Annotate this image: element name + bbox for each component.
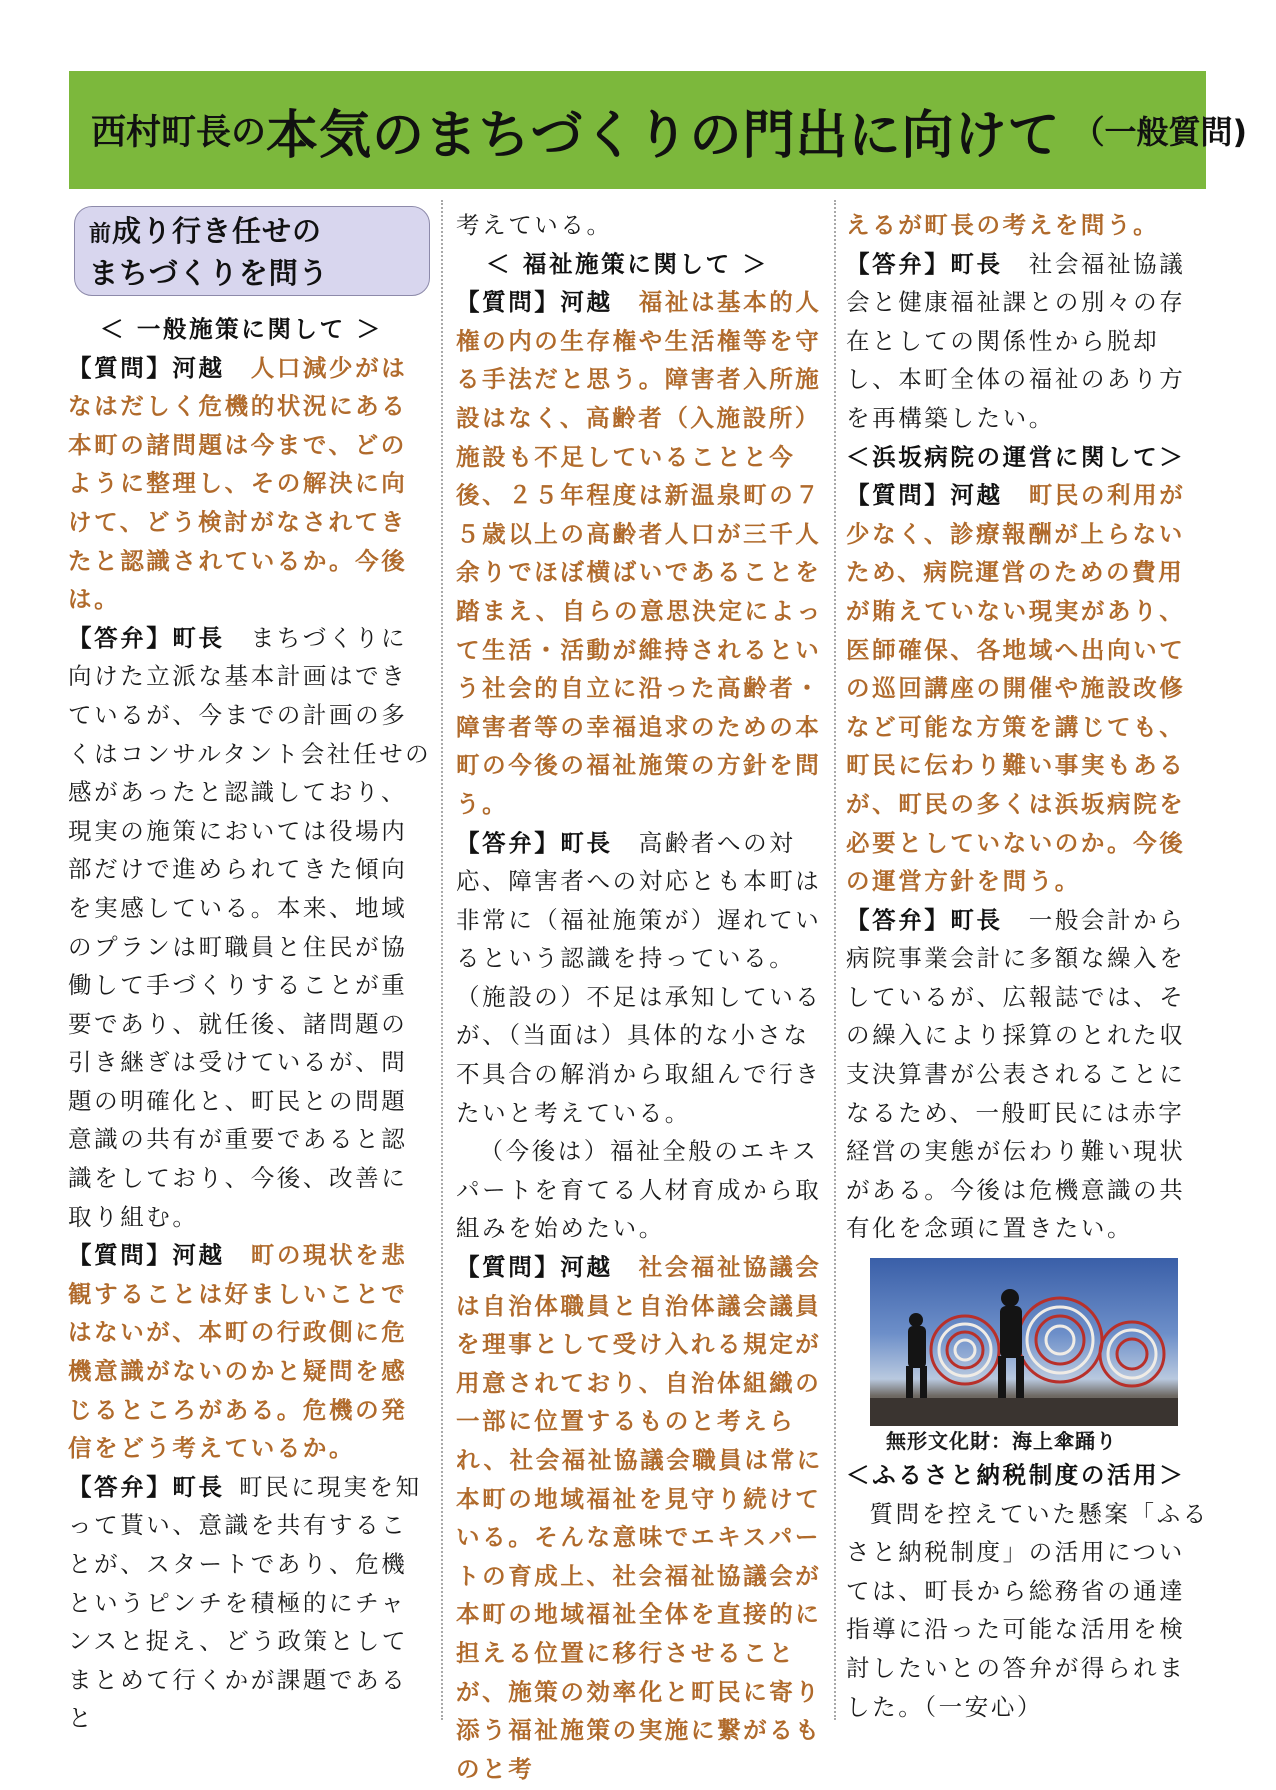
- question-paragraph: [456, 1248, 828, 1788]
- answer-text: まちづくりに向けた立派な基本計画はできているが、今までの計画の多くはコンサルタント会社任せの感があったと認識しており、現実の施策においては役場内部だけで進められてきた傾向を実感している。本来、地域のプランは町職員と住民が協働して手づくりすることが重要であり、就任後、諸問題の引き継ぎは受けているが、問題の明確化と、町民との問題意識の共有が重要であると認識をしており、今後、改善に取り組む。: [68, 623, 432, 1231]
- asker-name: 河越: [172, 1241, 225, 1270]
- respondent-name: 町長: [560, 828, 613, 857]
- answer-continued: （今後は）福祉全般のエキスパートを育てる人材育成から取組みを始めたい。: [456, 1137, 822, 1243]
- section-heading: ＜浜坂病院の運営に関して＞: [846, 442, 1186, 471]
- respondent-name: 町長: [172, 1472, 225, 1501]
- closing-paragraph: 質問を控えていた懸案「ふるさと納税制度」の活用については、町長から総務省の通達指導に沿った可能な活用を検討したいとの答弁が得られました。（一安心）: [846, 1499, 1209, 1721]
- umbrella-dance-illustration: [870, 1258, 1178, 1426]
- column-3: [846, 206, 1210, 1726]
- asker-name: 河越: [950, 481, 1003, 510]
- question-text: 人口減少がはなはだしく危機的状況にある本町の諸問題は今まで、どのように整理し、その解決に向けて、どう検討がなされてきたと認識されているか。今後は。: [68, 353, 408, 614]
- question-text: 町の現状を悲観することは好ましいことではないが、本町の行政側に危機意識がないのかと疑問を感じるところがある。危機の発信をどう考えているか。: [68, 1241, 408, 1463]
- article-title-line1: 前成り行き任せの: [89, 214, 323, 248]
- article-title-prefix: 前: [89, 222, 113, 247]
- question-label: 【質問】: [68, 353, 173, 382]
- question-paragraph: [846, 476, 1210, 901]
- answer-text: 一般会計から病院事業会計に多額な繰入をしているが、広報誌では、その繰入により採算のとれた収支決算書が公表されることになるため、一般町民には赤字経営の実態が伝わり難い現状がある。今後は危機意識の共有化を念頭に置きたい。: [846, 905, 1186, 1243]
- continued-question-text: えるが町長の考えを問う。: [846, 211, 1160, 239]
- section-heading: ＜ 福祉施策に関して ＞: [486, 249, 769, 278]
- respondent-name: 町長: [172, 623, 225, 652]
- asker-name: 河越: [560, 1253, 613, 1282]
- question-text: 福祉は基本的人権の内の生存権や生活権等を守る手法だと思う。障害者入所施設はなく、高齢者（入施設所）施設も不足していることと今後、２５年程度は新温泉町の７５歳以上の高齢者人口が三千人余りでほぼ横ばいであることを踏まえ、自らの意思決定によって生活・活動が維持されるという社会的自立に沿った高齢者・障害者等の幸福追求のための本町の今後の福祉施策の方針を問う。: [456, 288, 823, 818]
- article-title-box: [74, 206, 430, 296]
- respondent-name: 町長: [950, 905, 1003, 934]
- section-heading: ＜ 一般施策に関して ＞: [100, 315, 383, 343]
- answer-label: 【答弁】: [68, 623, 173, 652]
- question-paragraph: [68, 349, 432, 619]
- asker-name: 河越: [172, 353, 225, 382]
- answer-label: 【答弁】: [846, 249, 951, 278]
- question-paragraph: [68, 1236, 432, 1468]
- header-title-main: 本気のまちづくりの門出に向けて: [266, 105, 1061, 166]
- column-2: [456, 206, 828, 1788]
- question-label: 【質問】: [456, 288, 561, 317]
- question-label: 【質問】: [846, 481, 951, 510]
- column-divider: [834, 200, 836, 1720]
- question-text: 社会福祉協議会は自治体職員と自治体議会議員を理事として受け入れる規定が用意されており、自治体組織の一部に位置するものと考えられ、社会福祉協議会職員は常に本町の地域福祉を見守り続けている。そんな意味でエキスパートの育成上、社会福祉協議会が本町の地域福祉全体を直接的に担える位置に移行させることが、施策の効率化と町民に寄り添う福祉施策の実施に繋がるものと考: [456, 1253, 823, 1783]
- question-label: 【質問】: [68, 1241, 173, 1270]
- answer-label: 【答弁】: [846, 905, 951, 934]
- question-label: 【質問】: [456, 1253, 561, 1282]
- festival-photo: [870, 1258, 1178, 1426]
- answer-paragraph: [846, 901, 1210, 1248]
- column-1: [68, 206, 432, 1738]
- answer-paragraph: [68, 619, 432, 1237]
- section-heading: ＜ふるさと納税制度の活用＞: [846, 1461, 1186, 1490]
- question-text: 町民の利用が少なく、診療報酬が上らないため、病院運営のための費用が賄えていない現実があり、医師確保、各地域へ出向いての巡回講座の開催や施設改修など可能な方策を講じても、町民に伝わり難い事実もあるが、町民の多くは浜坂病院を必要としていないのか。今後の運営方針を問う。: [846, 481, 1186, 896]
- answer-label: 【答弁】: [68, 1472, 173, 1501]
- continued-text: 考えている。: [456, 211, 613, 239]
- answer-text: 高齢者への対応、障害者への対応とも本町は非常に（福祉施策が）遅れているという認識を持っている。（施設の）不足は承知しているが、（当面は）具体的な小さな不具合の解消から取組んで行きたいと考えている。: [456, 828, 822, 1127]
- column-divider: [441, 200, 443, 1720]
- header-title-suffix: （一般質問): [1072, 113, 1248, 151]
- header-title-prefix: 西村町長の: [91, 113, 267, 153]
- answer-text: 社会福祉協議会と健康福祉課との別々の存在としての関係性から脱却し、本町全体の福祉のあり方を再構築したい。: [846, 249, 1186, 432]
- photo-caption: 無形文化財：海上傘踊り: [886, 1429, 1117, 1454]
- answer-paragraph: [846, 245, 1210, 438]
- header-banner: [69, 71, 1248, 189]
- asker-name: 河越: [560, 288, 613, 317]
- answer-text: 町民に現実を知って貰い、意識を共有することが、スタートであり、危機というピンチを積極的にチャンスと捉え、どう政策としてまとめて行くかが課題であると: [68, 1472, 422, 1733]
- answer-label: 【答弁】: [456, 828, 561, 857]
- answer-paragraph: [68, 1468, 432, 1738]
- answer-paragraph: [456, 824, 828, 1133]
- question-paragraph: [456, 283, 828, 823]
- article-title-line2: まちづくりを問う: [89, 256, 329, 290]
- respondent-name: 町長: [950, 249, 1003, 278]
